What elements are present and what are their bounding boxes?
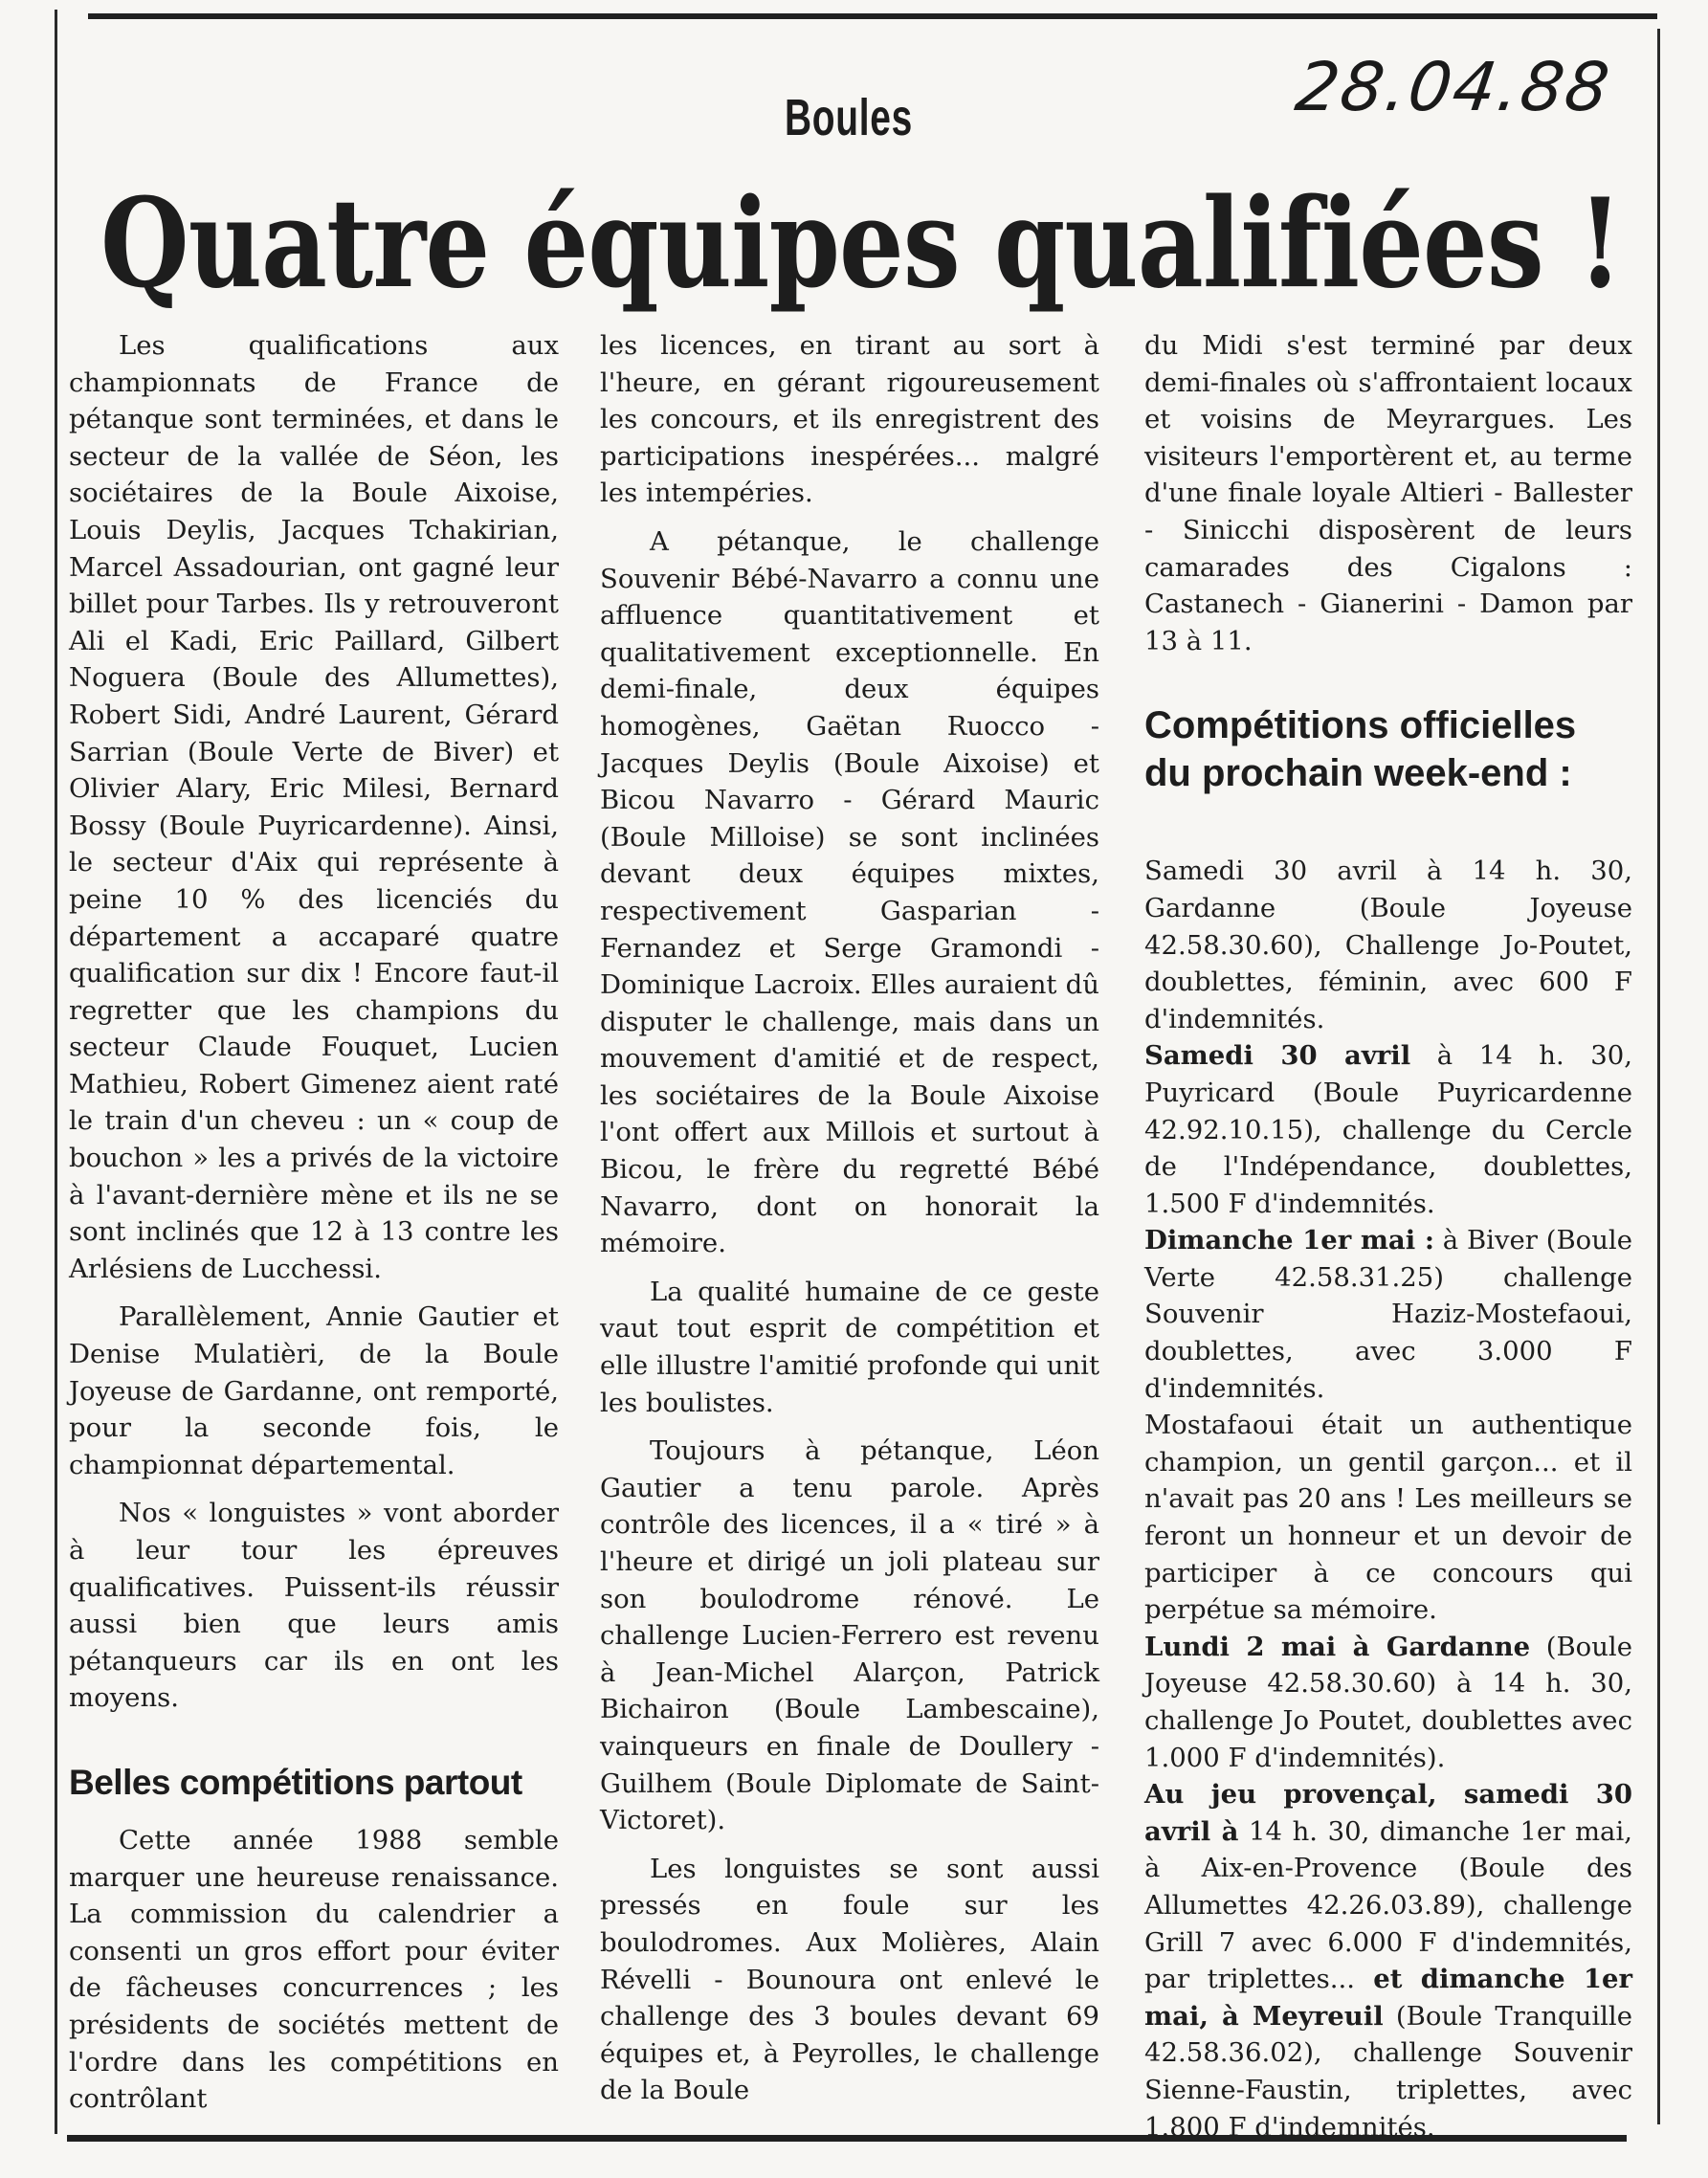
event-lead: Samedi 30 avril bbox=[1144, 1040, 1411, 1072]
paragraph: Toujours à pétanque, Léon Gautier a tenu parole. Après contrôle des licences, il a « tiré » à l'heure et dirigé un joli plateau sur son boulodrome rénové. Le challenge Lucien-Ferrero est revenu à Jean-Michel Alarçon, Patrick Bichairon (Boule Lambescaine), vainqueurs en finale de Doullery - Guilhem (Boule Diplomate de Saint-Victoret). bbox=[600, 1435, 1099, 1836]
event-text: (Boule Joyeuse 42.58.30.60) à 14 h. 30, challenge Jo Poutet, doublettes avec 1.000 F d'indemnités). bbox=[1144, 1631, 1632, 1773]
handwritten-date: 28.04.88 bbox=[1291, 48, 1616, 126]
paragraph: Les qualifications aux championnats de France de pétanque sont terminées, et dans le secteur de la vallée de Séon, les sociétaires de la Boule Aixoise, Louis Deylis, Jacques Tchakirian, Marcel Assadourian, ont gagné leur billet pour Tarbes. Ils y retrouveront Ali el Kadi, Eric Paillard, Gilbert Noguera (Boule des Allumettes), Robert Sidi, André Laurent, Gérard Sarrian (Boule Verte de Biver) et Olivier Alary, Eric Milesi, Bernard Bossy (Boule Puyricardenne). Ainsi, le secteur d'Aix qui représente à peine 10 % des licenciés du département a accaparé quatre qualification sur dix ! Encore faut-il regretter que les champions du secteur Claude Fouquet, Lucien Mathieu, Robert Gimenez aient raté le train d'un cheveu : un « coup de bouchon » les a privés de la victoire à l'avant-dernière mène et ils ne se sont inclinés que 12 à 13 contre les Arlésiens de Lucchessi. bbox=[69, 330, 559, 1284]
event-text: Samedi 30 avril à 14 h. 30, Gardanne (Boule Joyeuse 42.58.30.60), Challenge Jo-Poutet, doublettes, féminin, avec 600 F d'indemnités. bbox=[1144, 856, 1632, 1034]
event-lead: Dimanche 1er mai : bbox=[1144, 1225, 1434, 1256]
subheading: Belles compétitions partout bbox=[69, 1762, 522, 1802]
event-lead: et dimanche 1er mai, à Meyreuil bbox=[1144, 1964, 1632, 2032]
paragraph: Les longuistes se sont aussi pressés en foule sur les boulodromes. Aux Molières, Alain Révelli - Bounoura ont enlevé le challenge des 3 boules devant 69 équipes et, à Peyrolles, le challenge de la Boule bbox=[600, 1853, 1099, 2106]
event-text: 14 h. 30, dimanche 1er mai, à Aix-en-Provence (Boule des Allumettes 42.26.03.89), challenge Grill 7 avec 6.000 F d'indemnités, par triplettes... bbox=[1144, 1815, 1632, 1995]
event-text: (Boule Tranquille 42.58.36.02), challenge Souvenir Sienne-Faustin, triplettes, avec 1.800 F d'indemnités. bbox=[1144, 2000, 1632, 2143]
paragraph: les licences, en tirant au sort à l'heure, en gérant rigoureusement les concours, et ils enregistrent des participations inespérées... malgré les intempéries. bbox=[600, 330, 1099, 509]
right-border bbox=[1657, 29, 1660, 2124]
event-item bbox=[1144, 1407, 1632, 1629]
headline: Quatre équipes qualifiées ! bbox=[100, 172, 1622, 316]
paragraph: Parallèlement, Annie Gautier et Denise Mulatièri, de la Boule Joyeuse de Gardanne, ont remporté, pour la seconde fois, le championnat départemental. bbox=[69, 1301, 559, 1480]
event-item bbox=[1144, 1776, 1632, 2145]
subheading: Compétitions officielles du prochain week-end : bbox=[1144, 704, 1577, 795]
event-item bbox=[1144, 1037, 1632, 1222]
top-rule bbox=[88, 13, 1657, 19]
left-border bbox=[55, 10, 57, 2134]
event-text: à 14 h. 30, Puyricard (Boule Puyricardenne 42.92.10.15), challenge du Cercle de l'Indépendance, doublettes, 1.500 F d'indemnités. bbox=[1144, 1040, 1632, 1219]
paragraph: La qualité humaine de ce geste vaut tout esprit de compétition et elle illustre l'amitié profonde qui unit les boulistes. bbox=[600, 1276, 1099, 1418]
event-item bbox=[1144, 853, 1632, 1037]
paragraph: A pétanque, le challenge Souvenir Bébé-Navarro a connu une affluence quantitativement et qualitativement exceptionnelle. En demi-finale, deux équipes homogènes, Gaëtan Ruocco - Jacques Deylis (Boule Aixoise) et Bicou Navarro - Gérard Mauric (Boule Milloise) se sont inclinées devant deux équipes mixtes, respectivement Gasparian - Fernandez et Serge Gramondi - Dominique Lacroix. Elles auraient dû disputer le challenge, mais dans un mouvement d'amitié et de respect, les sociétaires de la Boule Aixoise l'ont offert aux Millois et surtout à Bicou, le frère du regretté Bébé Navarro, dont on honorait la mémoire. bbox=[600, 525, 1099, 1259]
column-1 bbox=[69, 327, 559, 2129]
paragraph: Cette année 1988 semble marquer une heureuse renaissance. La commission du calendrier a consenti un gros effort pour éviter de fâcheuses concurrences ; les présidents de sociétés mettent de l'ordre dans les compétitions en contrôlant bbox=[69, 1824, 559, 2115]
column-2 bbox=[600, 327, 1099, 2121]
column-3 bbox=[1144, 327, 1632, 2145]
event-item bbox=[1144, 1629, 1632, 1776]
event-lead: Lundi 2 mai à Gardanne bbox=[1144, 1631, 1531, 1662]
event-lead: Au jeu provençal, samedi 30 avril à bbox=[1144, 1779, 1632, 1847]
section-rubric: Boules bbox=[785, 89, 913, 146]
event-item bbox=[1144, 1222, 1632, 1407]
paragraph: Nos « longuistes » vont aborder à leur tour les épreuves qualificatives. Puissent-ils réussir aussi bien que leurs amis pétanqueurs car ils en ont les moyens. bbox=[69, 1498, 559, 1714]
paragraph: du Midi s'est terminé par deux demi-finales où s'affrontaient locaux et voisins de Meyrargues. Les visiteurs l'emportèrent et, au terme d'une finale loyale Altieri - Ballester - Sinicchi disposèrent de leurs camarades des Cigalons : Castanech - Gianerini - Damon par 13 à 11. bbox=[1144, 330, 1632, 656]
event-text: à Biver (Boule Verte 42.58.31.25) challenge Souvenir Haziz-Mostefaoui, doublettes, avec 3.000 F d'indemnités. bbox=[1144, 1225, 1632, 1404]
event-text: Mostafaoui était un authentique champion, un gentil garçon... et il n'avait pas 20 ans ! Les meilleurs se feront un honneur et un devoir de participer à ce concours qui perpétue sa mémoire. bbox=[1144, 1410, 1632, 1626]
